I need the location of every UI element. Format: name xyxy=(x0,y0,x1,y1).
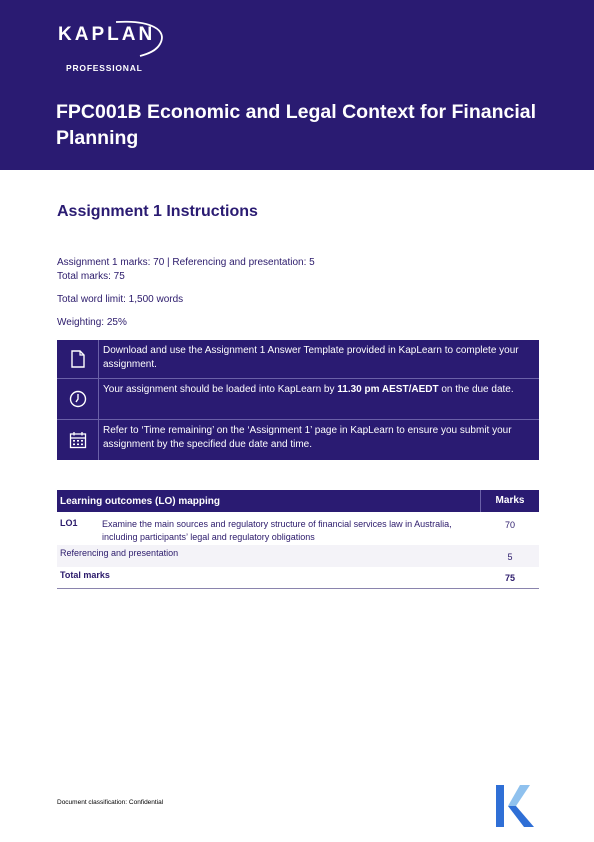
callout-template-text: Download and use the Assignment 1 Answer Template provided in KapLearn to complete your assignment. xyxy=(103,345,519,370)
clock-icon xyxy=(57,379,99,419)
callout-row-deadline xyxy=(57,378,539,419)
callout-time-remaining-text: Refer to ‘Time remaining’ on the ‘Assignment 1’ page in KapLearn to ensure you submit your assignment by the specified due date and time. xyxy=(103,425,512,450)
table-row xyxy=(57,545,539,567)
weighting: Weighting: 25% xyxy=(57,317,127,328)
total-label: Total marks xyxy=(60,570,110,580)
logo-subtitle: PROFESSIONAL xyxy=(66,63,143,73)
total-marks-line: Total marks: 75 xyxy=(57,271,125,282)
lo-mapping-table xyxy=(57,490,539,589)
header-banner xyxy=(0,0,594,170)
document-classification: Document classification: Confidential xyxy=(57,799,164,806)
lo-description: Examine the main sources and regulatory structure of financial services law in Australia, including participants’ legal and regulatory obligations xyxy=(102,519,452,542)
header-marks: Marks xyxy=(480,490,539,512)
course-title: FPC001B Economic and Legal Context for Financial Planning xyxy=(56,101,537,149)
kaplan-k-logo xyxy=(494,785,538,827)
referencing-label: Referencing and presentation xyxy=(60,548,179,558)
deadline-time: 11.30 pm AEST/AEDT xyxy=(337,384,439,395)
callout-row-time-remaining xyxy=(57,419,539,460)
table-row xyxy=(57,567,539,588)
lo-marks: 70 xyxy=(504,520,515,530)
referencing-marks: 5 xyxy=(507,552,513,562)
assignment-title: Assignment 1 Instructions xyxy=(57,203,258,220)
deadline-text-before: Your assignment should be loaded into KapLearn by xyxy=(103,384,338,395)
table-header xyxy=(57,490,539,512)
word-limit: Total word limit: 1,500 words xyxy=(57,294,184,305)
total-marks: 75 xyxy=(504,573,515,583)
kaplan-logo xyxy=(56,20,176,78)
marks-line: Assignment 1 marks: 70 | Referencing and presentation: 5 xyxy=(57,257,315,268)
callout-row-template xyxy=(57,340,539,378)
header-lo: Learning outcomes (LO) mapping xyxy=(60,496,221,507)
deadline-text-after: on the due date. xyxy=(438,384,514,395)
marks-info xyxy=(57,256,315,284)
lo-code: LO1 xyxy=(60,518,78,528)
logo-wordmark: KAPLAN xyxy=(58,24,156,45)
instructions-callout xyxy=(57,340,539,460)
calendar-icon xyxy=(57,420,99,460)
callout-deadline-text xyxy=(99,379,522,419)
document-icon xyxy=(57,340,99,378)
table-row xyxy=(57,512,539,545)
